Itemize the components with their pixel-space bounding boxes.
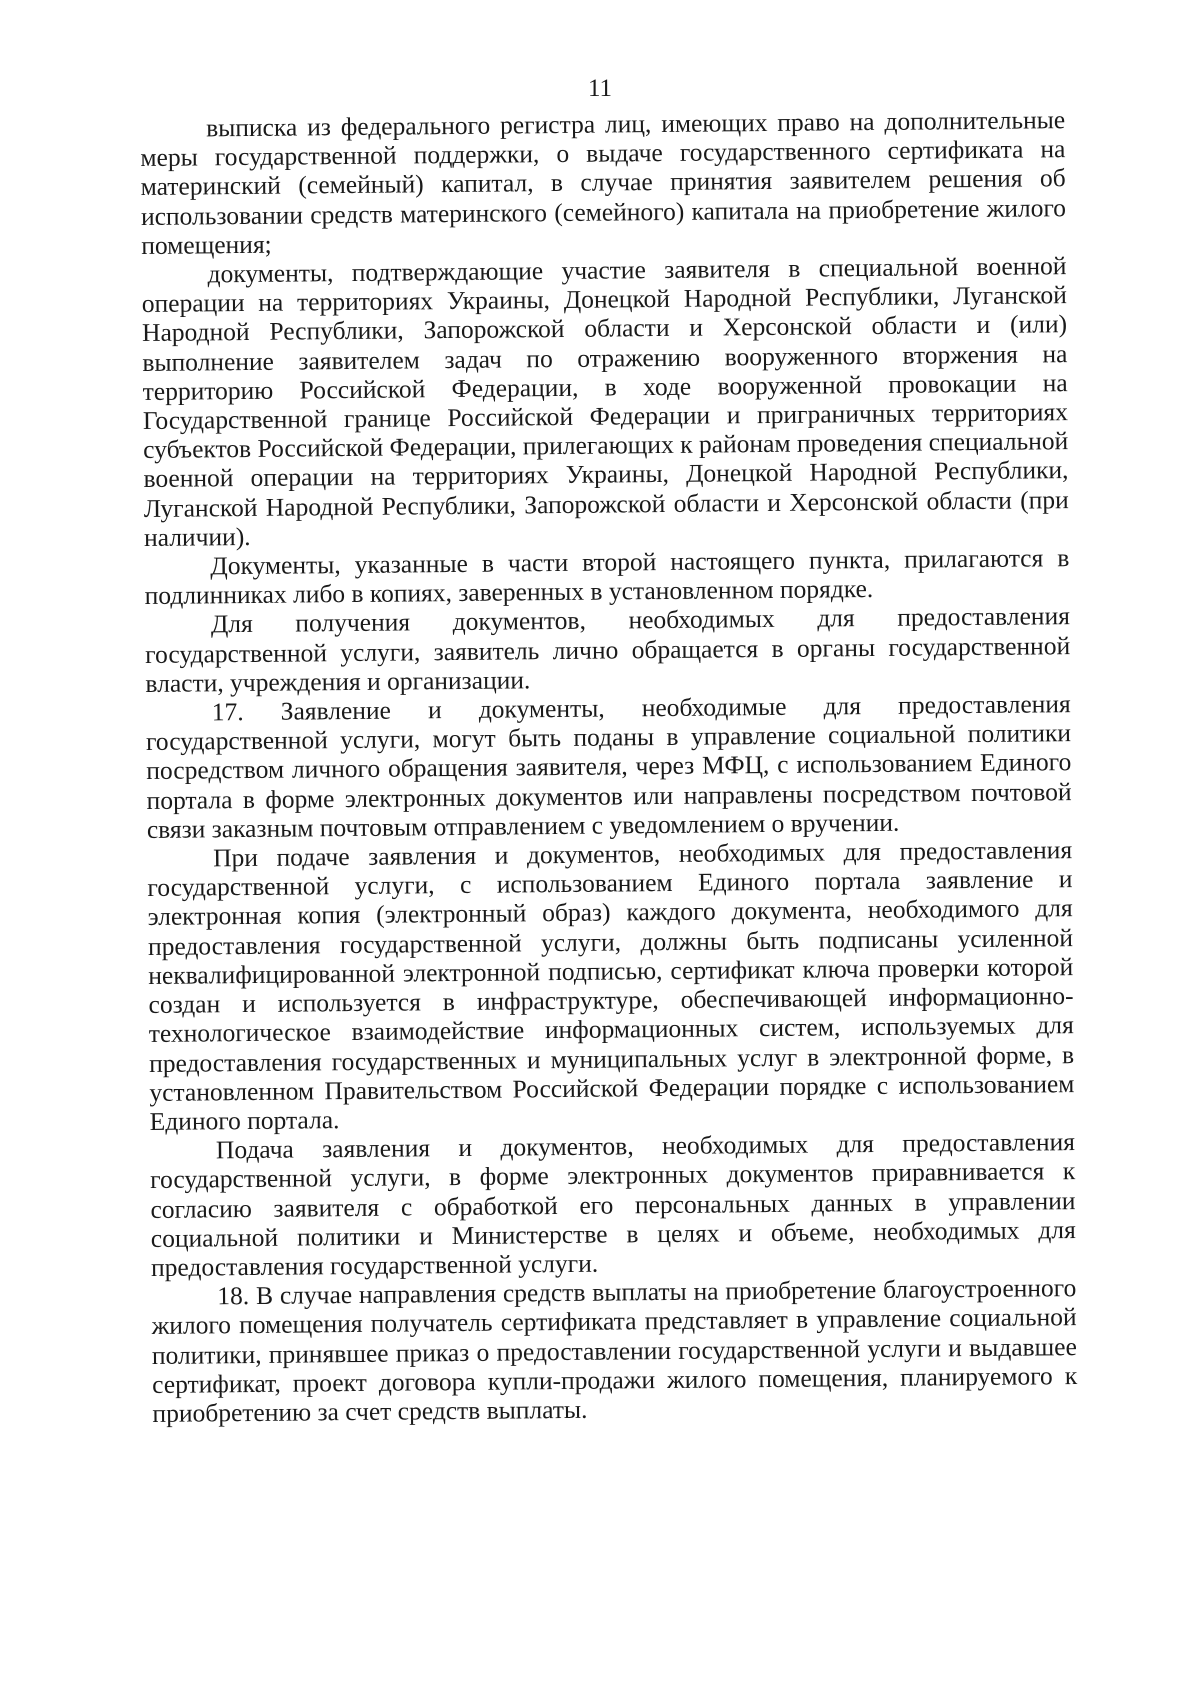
paragraph-military-operation-documents: документы, подтверждающие участие заявителя в специальной военной операции на территориях Украины, Донецкой Народной Республики, Луганской Народной Республики, Запорожской области и Херсонской области и (или) выполнение заявителем задач по отражению вооруженного вторжения на территорию Российской Федерации, в ходе вооруженной провокации на Государственной границе Российской Федерации и приграничных территориях субъектов Российской Федерации, прилегающих к районам проведения специальной военной операции на территориях Украины, Донецкой Народной Республики, Луганской Народной Республики, Запорожской области и Херсонской области (при наличии). [141, 251, 1069, 552]
paragraph-document-originals: Документы, указанные в части второй настоящего пункта, прилагаются в подлинниках либо в копиях, заверенных в установленном порядке. [144, 543, 1070, 611]
paragraph-register-extract: выписка из федерального регистра лиц, имеющих право на дополнительные меры государственной поддержки, о выдаче государственного сертификата на материнский (семейный) капитал, в случае принятия заявителем решения об использовании средств материнского (семейного) капитала на приобретение жилого помещения; [140, 105, 1067, 260]
paragraph-obtaining-documents: Для получения документов, необходимых для предоставления государственной услуги, заявитель лично обращается в органы государственной власти, учреждения и организации. [145, 601, 1071, 698]
paragraph-personal-data-consent: Подача заявления и документов, необходимых для предоставления государственной услуги, в форме электронных документов приравнивается к согласию заявителя с обработкой его персональных данных в управлении социальной политики и Министерстве в целях и объеме, необходимых для предоставления государственной услуги. [150, 1127, 1076, 1282]
paragraph-electronic-signature: При подаче заявления и документов, необходимых для предоставления государственной услуги, с использованием Единого портала заявление и электронная копия (электронный образ) каждого документа, необходимого для предоставления государственной услуги, должны быть подписаны усиленной неквалифицированной электронной подписью, сертификат ключа проверки которой создан и используется в инфраструктуре, обеспечивающей информационно-технологическое взаимодействие информационных систем, используемых для предоставления государственных и муниципальных услуг в электронной форме, в установленном Правительством Российской Федерации порядке с использованием Единого портала. [147, 835, 1075, 1136]
page-number: 11 [587, 75, 613, 102]
paragraph-item-17-submission: 17. Заявление и документы, необходимые для предоставления государственной услуги, могут быть поданы в управление социальной политики посредством личного обращения заявителя, через МФЦ, с использованием Единого портала в форме электронных документов или направлены посредством почтовой связи заказным почтовым отправлением с уведомлением о вручении. [145, 689, 1072, 844]
paragraph-item-18-purchase-contract: 18. В случае направления средств выплаты на приобретение благоустроенного жилого помещения получатель сертификата представляет в управление социальной политики, принявшее приказ о предоставлении государственной услуги и выдавшее сертификат, проект договора купли-продажи жилого помещения, планируемого к приобретению за счет средств выплаты. [151, 1273, 1078, 1428]
document-body [140, 105, 1078, 1428]
